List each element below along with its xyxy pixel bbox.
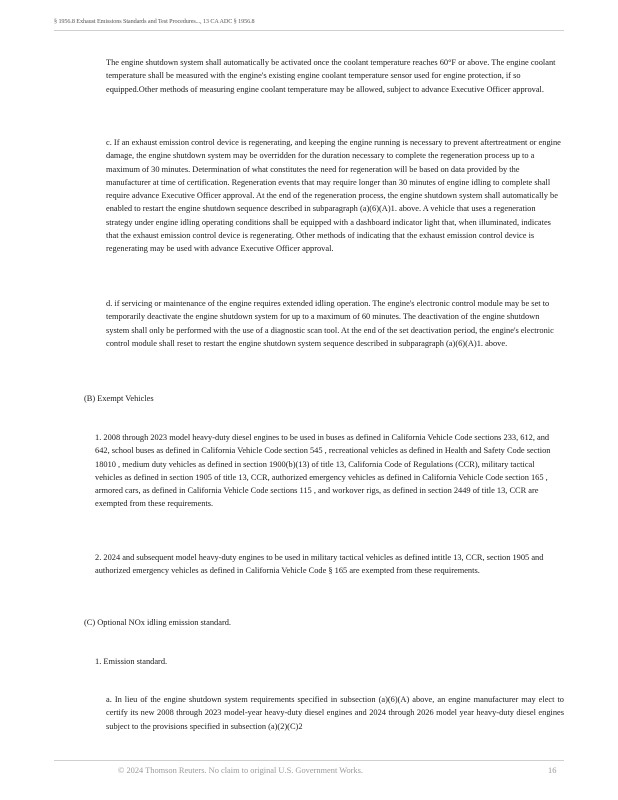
paragraph-b1-exemptions: 1. 2008 through 2023 model heavy-duty diesel engines to be used in buses as defined in California Vehicle Code sections 233, 612, and 642, school buses as defined in California Vehicle Code section 545 , recreational vehicles as defined in Health and Safety Code section 18010 , medium duty vehicles as defined in section 1900(b)(13) of title 13, California Code of Regulations (CCR), military tactical vehicles as defined in section 1905 of title 13, CCR, authorized emergency vehicles as defined in California Vehicle Code section 165 , armored cars, as defined in California Vehicle Code sections 115 , and workover rigs, as defined in section 2449 of title 13, CCR are exempted from these requirements. <box>95 433 551 509</box>
paragraph-c-regeneration: c. If an exhaust emission control device is regenerating, and keeping the engine running is necessary to prevent aftertreatment or engine damage, the engine shutdown system may be overridden for the duration necessary to complete the regeneration process up to a maximum of 30 minutes. Determination of what constitutes the need for regeneration will be based on data provided by the manufacturer at time of certification. Regeneration events that may require longer than 30 minutes of engine idling to complete shall require advance Executive Officer approval. At the end of the regeneration process, the engine shutdown system shall automatically be enabled to restart the engine shutdown sequence described in subparagraph (a)(6)(A)1. above. A vehicle that uses a regeneration strategy under engine idling operating conditions shall be equipped with a dashboard indicator light that, when illuminated, indicates that the exhaust emission control device is regenerating. Other methods of indicating that the exhaust emission control device is regenerating may be used with advance Executive Officer approval. <box>106 138 561 254</box>
heading-emission-standard: 1. Emission standard. <box>95 657 168 666</box>
paragraph-shutdown-activation: The engine shutdown system shall automatically be activated once the coolant temperature reaches 60°F or above. The engine coolant temperature shall be measured with the engine's existing engine coolant temperature sensor used for engine protection, if so equipped.Other methods of measuring engine coolant temperature may be allowed, subject to advance Executive Officer approval. <box>106 58 556 94</box>
page-number: 16 <box>548 766 557 775</box>
header-divider <box>54 30 564 31</box>
footer-copyright: © 2024 Thomson Reuters. No claim to original U.S. Government Works. <box>118 766 363 775</box>
heading-optional-nox-standard: (C) Optional NOx idling emission standard. <box>84 618 232 627</box>
heading-exempt-vehicles: (B) Exempt Vehicles <box>84 394 154 403</box>
running-header: § 1956.8 Exhaust Emissions Standards and Test Procedures..., 13 CA ADC § 1956.8 <box>54 18 255 25</box>
paragraph-b2-exemptions: 2. 2024 and subsequent model heavy-duty engines to be used in military tactical vehicles as defined intitle 13, CCR, section 1905 and authorized emergency vehicles as defined in California Vehicle Code § 165 are exempted from these requirements. <box>95 553 544 576</box>
footer-divider <box>54 760 564 761</box>
paragraph-d-servicing: d. if servicing or maintenance of the engine requires extended idling operation. The engine's electronic control module may be set to temporarily deactivate the engine shutdown system for up to a maximum of 60 minutes. The deactivation of the engine shutdown system shall only be performed with the use of a diagnostic scan tool. At the end of the set deactivation period, the engine's electronic control module shall reset to restart the engine shutdown system sequence described in subparagraph (a)(6)(A)1. above. <box>106 299 554 348</box>
paragraph-c1a-nox-certification: a. In lieu of the engine shutdown system requirements specified in subsection (a)(6)(A) above, an engine manufacturer may elect to certify its new 2008 through 2023 model-year heavy-duty diesel engines and 2024 through 2026 model year heavy-duty diesel engines subject to the provisions specified in subsection (a)(2)(C)2 <box>106 695 564 731</box>
